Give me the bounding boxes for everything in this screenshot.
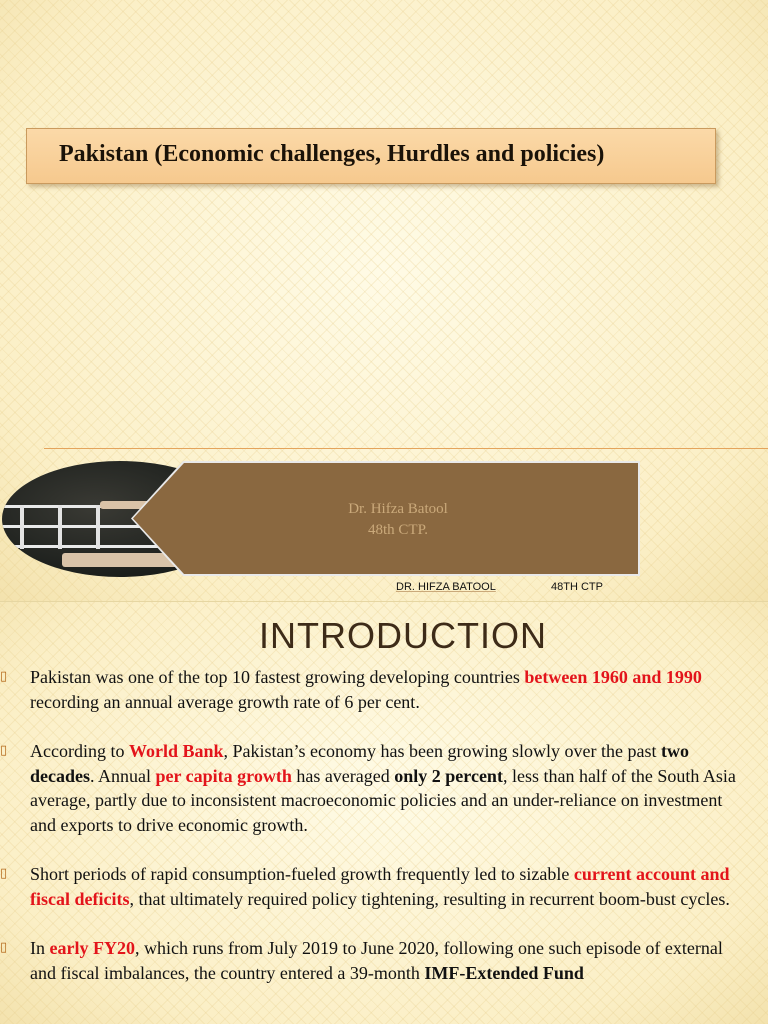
author-block: [258, 499, 538, 541]
list-item: ▯ In early FY20, which runs from July 2019 to June 2020, following one such episode of external and fiscal imbalances, the country entered a 39-month IMF-Extended Fund: [0, 938, 723, 983]
railing-bar: [2, 545, 182, 548]
bullet-list: [0, 665, 750, 1010]
railing-post: [96, 505, 100, 549]
list-item: ▯ Short periods of rapid consumption-fueled growth frequently led to sizable current account and fiscal deficits, that ultimately required policy tightening, resulting in recurrent boom-bust cycles.: [0, 864, 730, 909]
list-item: ▯ Pakistan was one of the top 10 fastest growing developing countries between 1960 and 1990 recording an annual average growth rate of 6 per cent.: [0, 667, 702, 712]
railing-post: [20, 505, 24, 549]
slide-title: Pakistan (Economic challenges, Hurdles and policies): [59, 141, 605, 167]
arm-shape: [62, 553, 182, 567]
author-batch: 48th CTP.: [367, 522, 428, 538]
bullet-icon: ▯: [0, 866, 8, 881]
footer-author: DR. HIFZA BATOOL: [396, 581, 496, 593]
divider-line: [44, 448, 768, 449]
title-box: [26, 128, 716, 184]
section-heading: INTRODUCTION: [259, 615, 547, 656]
bullet-icon: ▯: [0, 743, 8, 758]
railing-post: [58, 505, 62, 549]
list-item: ▯ According to World Bank, Pakistan’s economy has been growing slowly over the past two decades. Annual per capita growth has averaged only 2 percent, less than half of the South Asia average, partly due to inconsistent macroeconomic policies and an under-reliance on investment and exports to drive economic growth.: [0, 741, 736, 835]
bullet-icon: ▯: [0, 940, 8, 955]
author-name: Dr. Hifza Batool: [348, 501, 448, 517]
footer-batch: 48TH CTP: [551, 581, 603, 593]
bullet-icon: ▯: [0, 669, 8, 684]
introduction-slide: [0, 602, 768, 1024]
